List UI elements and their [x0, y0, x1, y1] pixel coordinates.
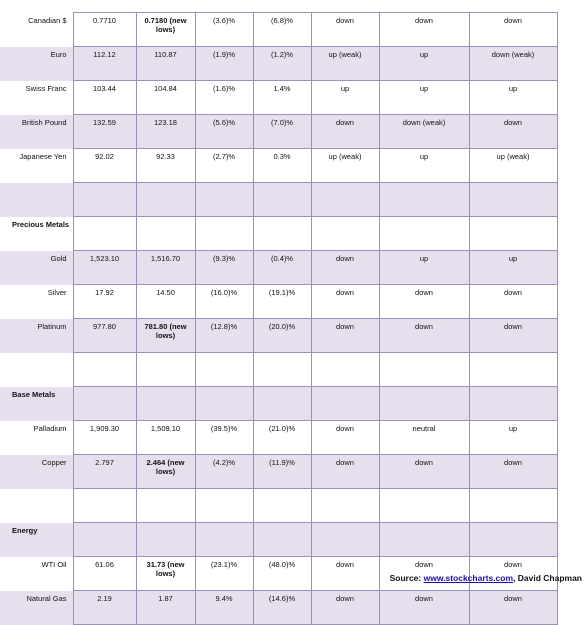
cell-col4: [253, 353, 311, 387]
cell-col5: down: [311, 285, 379, 319]
cell-col2: 104.84: [136, 81, 195, 115]
cell-col1: 92.02: [73, 149, 136, 183]
market-summary-table: [0, 12, 558, 625]
cell-col7: up: [469, 421, 557, 455]
cell-col2: 31.73 (new lows): [136, 557, 195, 591]
cell-col5: up: [311, 81, 379, 115]
cell-col2: 110.87: [136, 47, 195, 81]
cell-col5: up (weak): [311, 149, 379, 183]
cell-col2: 0.7180 (new lows): [136, 13, 195, 47]
cell-col3: [195, 523, 253, 557]
section-heading: Base Metals: [0, 387, 73, 421]
row-label: Gold: [0, 251, 73, 285]
cell-col4: [253, 217, 311, 251]
cell-col1: 132.59: [73, 115, 136, 149]
cell-col2: [136, 183, 195, 217]
cell-col7: down: [469, 285, 557, 319]
section-row: [0, 387, 557, 421]
cell-col7: down: [469, 557, 557, 591]
cell-col4: (1.2)%: [253, 47, 311, 81]
cell-col2: [136, 489, 195, 523]
table-row: [0, 455, 557, 489]
cell-col2: 781.80 (new lows): [136, 319, 195, 353]
cell-col1: [73, 387, 136, 421]
cell-col5: down: [311, 251, 379, 285]
cell-col2: 2.464 (new lows): [136, 455, 195, 489]
cell-col7: [469, 523, 557, 557]
cell-col3: [195, 489, 253, 523]
cell-col3: (23.1)%: [195, 557, 253, 591]
cell-col1: 61.06: [73, 557, 136, 591]
row-label: Copper: [0, 455, 73, 489]
cell-col7: [469, 183, 557, 217]
cell-col1: [73, 489, 136, 523]
cell-col4: (20.0)%: [253, 319, 311, 353]
spacer-row: [0, 489, 557, 523]
row-label: British Pound: [0, 115, 73, 149]
table-row: [0, 421, 557, 455]
cell-col6: [379, 489, 469, 523]
row-label: WTI Oil: [0, 557, 73, 591]
table-row: [0, 81, 557, 115]
cell-col7: [469, 217, 557, 251]
cell-col4: (21.0)%: [253, 421, 311, 455]
cell-col6: down (weak): [379, 115, 469, 149]
row-label: Palladium: [0, 421, 73, 455]
cell-col6: [379, 183, 469, 217]
cell-col7: down: [469, 13, 557, 47]
cell-col7: down: [469, 591, 557, 625]
section-heading: Precious Metals: [0, 217, 73, 251]
source-prefix: Source:: [389, 573, 424, 583]
cell-col5: down: [311, 591, 379, 625]
table-row: [0, 115, 557, 149]
table-row: [0, 13, 557, 47]
cell-col3: [195, 387, 253, 421]
cell-col3: (1.6)%: [195, 81, 253, 115]
cell-col7: down (weak): [469, 47, 557, 81]
cell-col4: [253, 523, 311, 557]
cell-col5: down: [311, 421, 379, 455]
cell-col7: up: [469, 81, 557, 115]
cell-col4: [253, 183, 311, 217]
cell-col1: 977.80: [73, 319, 136, 353]
cell-col1: 17.92: [73, 285, 136, 319]
cell-col5: [311, 523, 379, 557]
cell-col1: 2.797: [73, 455, 136, 489]
cell-col2: [136, 353, 195, 387]
table-row: [0, 285, 557, 319]
cell-col1: [73, 183, 136, 217]
cell-col6: down: [379, 591, 469, 625]
cell-col1: 1,909.30: [73, 421, 136, 455]
cell-col3: (1.9)%: [195, 47, 253, 81]
table-row: [0, 149, 557, 183]
table-row: [0, 319, 557, 353]
cell-col5: [311, 387, 379, 421]
cell-col6: down: [379, 319, 469, 353]
cell-col2: [136, 387, 195, 421]
cell-col1: 112.12: [73, 47, 136, 81]
cell-col5: [311, 489, 379, 523]
cell-col7: [469, 387, 557, 421]
row-label: Platinum: [0, 319, 73, 353]
cell-col4: (11.9)%: [253, 455, 311, 489]
cell-col7: down: [469, 455, 557, 489]
cell-col1: 0.7710: [73, 13, 136, 47]
row-label: Japanese Yen: [0, 149, 73, 183]
cell-col7: down: [469, 115, 557, 149]
cell-col3: (16.0)%: [195, 285, 253, 319]
cell-col7: [469, 489, 557, 523]
cell-col6: [379, 353, 469, 387]
cell-col3: (2.7)%: [195, 149, 253, 183]
cell-col6: up: [379, 251, 469, 285]
cell-col7: down: [469, 319, 557, 353]
cell-col4: (14.6)%: [253, 591, 311, 625]
cell-col5: down: [311, 115, 379, 149]
cell-col2: 123.18: [136, 115, 195, 149]
source-link[interactable]: www.stockcharts.com: [423, 573, 514, 583]
row-label: Silver: [0, 285, 73, 319]
cell-col2: 1,516.70: [136, 251, 195, 285]
cell-col6: up: [379, 47, 469, 81]
cell-col3: 9.4%: [195, 591, 253, 625]
table-row: [0, 47, 557, 81]
cell-col1: [73, 353, 136, 387]
row-label: [0, 183, 73, 217]
cell-col5: [311, 217, 379, 251]
section-row: [0, 217, 557, 251]
row-label: [0, 353, 73, 387]
section-heading: Energy: [0, 523, 73, 557]
cell-col1: 1,523.10: [73, 251, 136, 285]
row-label: Canadian $: [0, 13, 73, 47]
cell-col5: down: [311, 13, 379, 47]
cell-col5: down: [311, 455, 379, 489]
cell-col2: [136, 217, 195, 251]
cell-col2: [136, 523, 195, 557]
cell-col6: [379, 217, 469, 251]
cell-col7: [469, 353, 557, 387]
source-credit: [390, 573, 582, 583]
cell-col4: [253, 489, 311, 523]
cell-col6: neutral: [379, 421, 469, 455]
cell-col5: [311, 353, 379, 387]
section-row: [0, 523, 557, 557]
cell-col4: [253, 387, 311, 421]
cell-col4: 0.3%: [253, 149, 311, 183]
cell-col4: (6.8)%: [253, 13, 311, 47]
table-row: [0, 251, 557, 285]
cell-col6: up: [379, 149, 469, 183]
cell-col6: [379, 387, 469, 421]
cell-col3: (39.5)%: [195, 421, 253, 455]
cell-col6: up: [379, 81, 469, 115]
cell-col5: up (weak): [311, 47, 379, 81]
table-row: [0, 591, 557, 625]
cell-col1: 103.44: [73, 81, 136, 115]
row-label: Swiss Franc: [0, 81, 73, 115]
cell-col5: [311, 183, 379, 217]
cell-col2: 1,509.10: [136, 421, 195, 455]
cell-col6: [379, 523, 469, 557]
cell-col4: (7.0)%: [253, 115, 311, 149]
source-suffix: , David Chapman: [513, 573, 582, 583]
cell-col5: down: [311, 557, 379, 591]
cell-col4: (0.4)%: [253, 251, 311, 285]
spacer-row: [0, 183, 557, 217]
cell-col3: (12.8)%: [195, 319, 253, 353]
cell-col3: (3.6)%: [195, 13, 253, 47]
cell-col2: 92.33: [136, 149, 195, 183]
cell-col3: [195, 353, 253, 387]
cell-col4: (48.0)%: [253, 557, 311, 591]
spacer-row: [0, 353, 557, 387]
row-label: [0, 489, 73, 523]
row-label: Euro: [0, 47, 73, 81]
cell-col6: down: [379, 557, 469, 591]
row-label: Natural Gas: [0, 591, 73, 625]
cell-col7: up: [469, 251, 557, 285]
cell-col6: down: [379, 455, 469, 489]
cell-col2: 14.50: [136, 285, 195, 319]
cell-col3: (5.6)%: [195, 115, 253, 149]
cell-col1: 2.19: [73, 591, 136, 625]
cell-col6: down: [379, 13, 469, 47]
cell-col4: 1.4%: [253, 81, 311, 115]
cell-col1: [73, 217, 136, 251]
cell-col3: [195, 217, 253, 251]
cell-col1: [73, 523, 136, 557]
cell-col3: (9.3)%: [195, 251, 253, 285]
cell-col5: down: [311, 319, 379, 353]
cell-col6: down: [379, 285, 469, 319]
cell-col7: up (weak): [469, 149, 557, 183]
cell-col2: 1.87: [136, 591, 195, 625]
cell-col4: (19.1)%: [253, 285, 311, 319]
cell-col3: [195, 183, 253, 217]
cell-col3: (4.2)%: [195, 455, 253, 489]
